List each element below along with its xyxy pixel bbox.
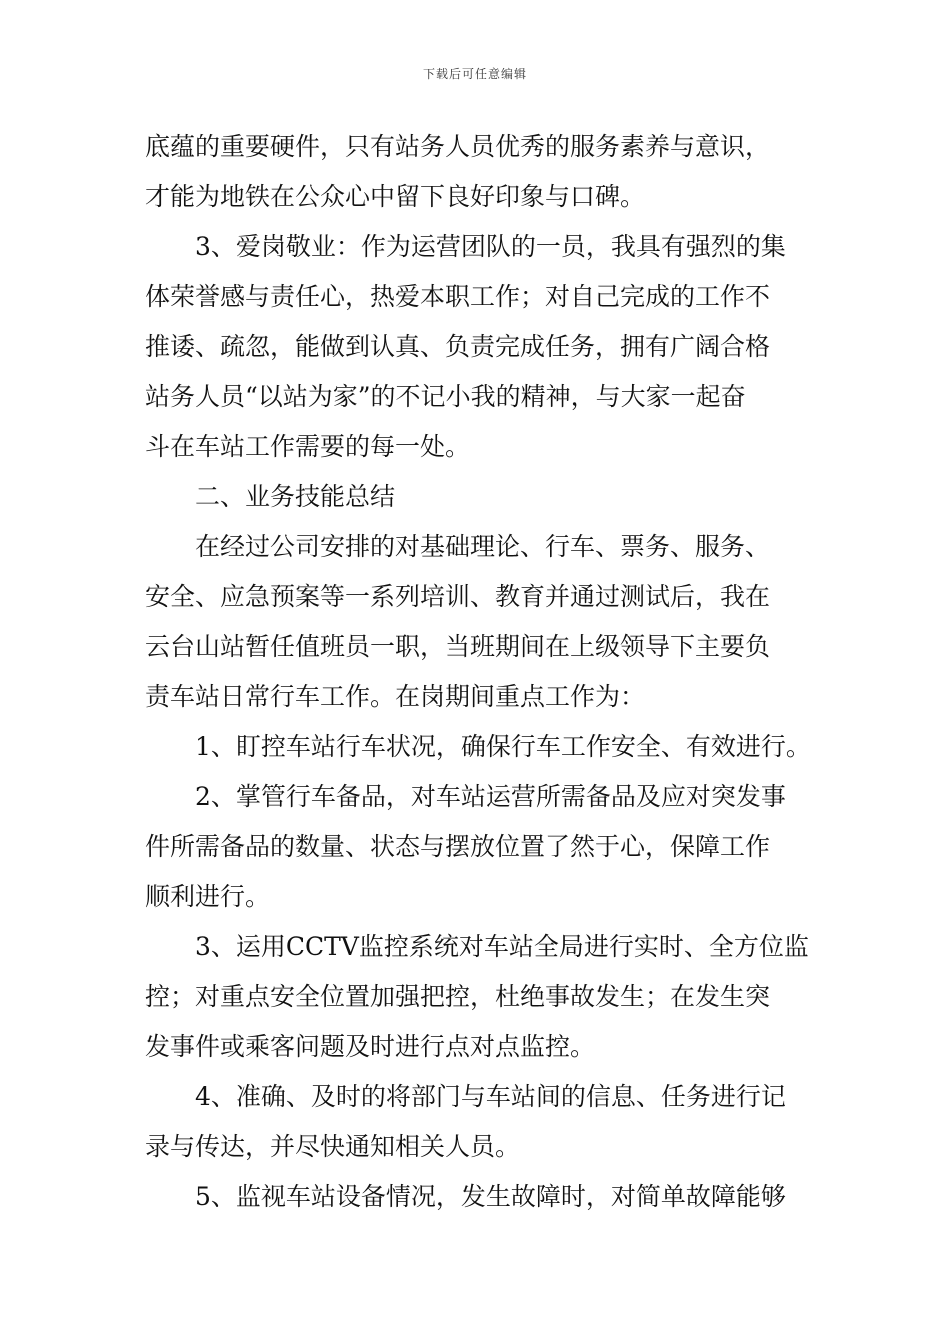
- text-line: 控；对重点安全位置加强把控，杜绝事故发生；在发生突: [145, 982, 771, 1011]
- paragraph-start: 3、爱岗敬业：作为运营团队的一员，我具有强烈的集: [195, 232, 786, 261]
- text-line: 录与传达，并尽快通知相关人员。: [145, 1132, 521, 1161]
- document-body: [145, 122, 810, 1222]
- text-line: 安全、应急预案等一系列培训、教育并通过测试后，我在: [145, 582, 771, 611]
- text-line: 斗在车站工作需要的每一处。: [145, 432, 471, 461]
- text-line: 底蕴的重要硬件，只有站务人员优秀的服务素养与意识，: [145, 132, 771, 161]
- text-line: 责车站日常行车工作。在岗期间重点工作为：: [145, 682, 646, 711]
- paragraph-start: 在经过公司安排的对基础理论、行车、票务、服务、: [195, 532, 771, 561]
- text-line: 件所需备品的数量、状态与摆放位置了然于心，保障工作: [145, 832, 771, 861]
- text-line: 顺利进行。: [145, 882, 271, 911]
- text-line: 推诿、疏忽，能做到认真、负责完成任务，拥有广阔合格: [145, 332, 771, 361]
- paragraph-start: 4、准确、及时的将部门与车站间的信息、任务进行记: [195, 1082, 786, 1111]
- text-line: 云台山站暂任值班员一职，当班期间在上级领导下主要负: [145, 632, 771, 661]
- paragraph-start: 2、掌管行车备品，对车站运营所需备品及应对突发事: [195, 782, 786, 811]
- section-heading: 二、业务技能总结: [195, 482, 396, 511]
- text-line: 站务人员“以站为家”的不记小我的精神，与大家一起奋: [145, 382, 746, 411]
- text-line: 体荣誉感与责任心，热爱本职工作；对自己完成的工作不: [145, 282, 771, 311]
- page-header: 下载后可任意编辑: [422, 67, 527, 81]
- paragraph-start: 5、监视车站设备情况，发生故障时，对简单故障能够: [195, 1182, 786, 1211]
- text-line: 才能为地铁在公众心中留下良好印象与口碑。: [145, 182, 646, 211]
- paragraph-start: 3、运用CCTV监控系统对车站全局进行实时、全方位监: [195, 932, 809, 961]
- text-line: 发事件或乘客问题及时进行点对点监控。: [145, 1032, 596, 1061]
- paragraph-start: 1、盯控车站行车状况，确保行车工作安全、有效进行。: [195, 732, 811, 761]
